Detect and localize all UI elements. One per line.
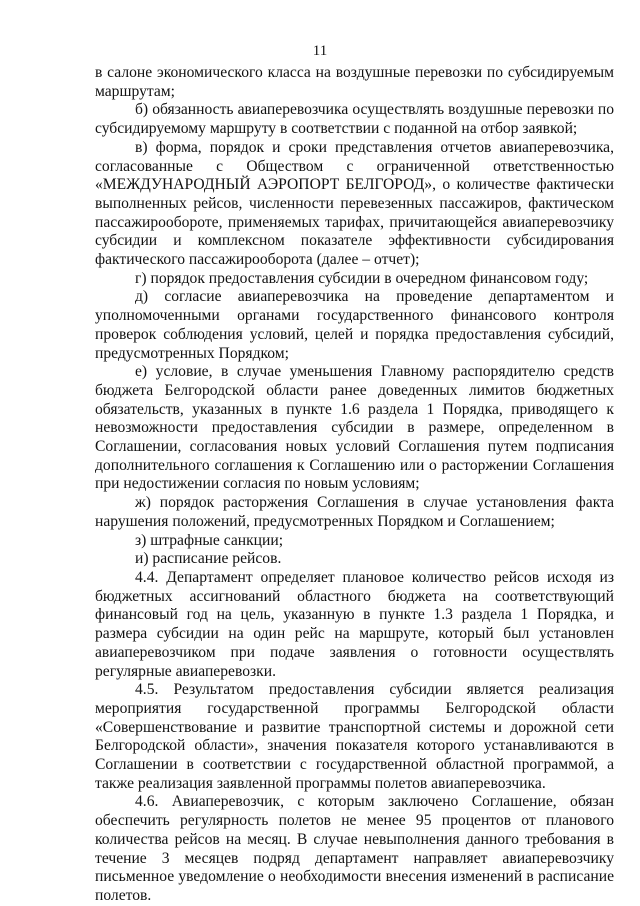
paragraph-clause-4-5: 4.5. Результатом предоставления субсидии является реализация мероприятия государственной программы Белгородской области «Совершенствование и развитие транспортной системы и дорожной сети Белгородской области», значения показателя которого устанавливаются в Соглашении в соответствии с государственной областной программой, а также реализация заявленной программы полетов авиаперевозчика. bbox=[95, 681, 614, 792]
paragraph-item-b: б) обязанность авиаперевозчика осуществлять воздушные перевозки по субсидируемому маршруту в соответствии с поданной на отбор заявкой; bbox=[95, 101, 614, 138]
paragraph-item-v: в) форма, порядок и сроки представления отчетов авиаперевозчика, согласованные с Обществом с ограниченной ответственностью «МЕЖДУНАРОДНЫЙ АЭРОПОРТ БЕЛГОРОД», о количестве фактически выполненных рейсов, численности перевезенных пассажиров, фактическом пассажирообороте, применяемых тарифах, причитающейся авиаперевозчику субсидии и комплексном показателе эффективности субсидирования фактического пассажирооборота (далее – отчет); bbox=[95, 138, 614, 269]
paragraph-item-d: д) согласие авиаперевозчика на проведение департаментом и уполномоченными органами государственного финансового контроля проверок соблюдения условий, целей и порядка предоставления субсидий, предусмотренных Порядком; bbox=[95, 288, 614, 362]
page-number: 11 bbox=[312, 43, 328, 59]
paragraph-clause-4-6: 4.6. Авиаперевозчик, с которым заключено Соглашение, обязан обеспечить регулярность полетов не менее 95 процентов от планового количества рейсов на месяц. В случае невыполнения данного требования в течение 3 месяцев подряд департамент направляет авиаперевозчику письменное уведомление о необходимости внесения изменений в расписание полетов. bbox=[95, 793, 614, 904]
paragraph-continuation: в салоне экономического класса на воздушные перевозки по субсидируемым маршрутам; bbox=[95, 64, 614, 100]
paragraph-item-g: г) порядок предоставления субсидии в очередном финансовом году; bbox=[135, 269, 589, 287]
paragraph-clause-4-4: 4.4. Департамент определяет плановое количество рейсов исходя из бюджетных ассигнований областного бюджета на соответствующий финансовый год на цель, указанную в пункте 1.3 раздела 1 Порядка, и размера субсидии на один рейс на маршруте, который был установлен авиаперевозчиком при подаче заявления о готовности осуществлять регулярные авиаперевозки. bbox=[95, 568, 614, 680]
paragraph-item-z: з) штрафные санкции; bbox=[135, 531, 284, 549]
paragraph-item-i: и) расписание рейсов. bbox=[135, 550, 282, 568]
document-body bbox=[95, 64, 614, 906]
paragraph-item-zh: ж) порядок расторжения Соглашения в случае установления факта нарушения положений, предусмотренных Порядком и Соглашением; bbox=[95, 494, 614, 530]
paragraph-item-e: е) условие, в случае уменьшения Главному распорядителю средств бюджета Белгородской области ранее доведенных лимитов бюджетных обязательств, указанных в пункте 1.6 раздела 1 Порядка, приводящего к невозможности предоставления субсидии в размере, определенном в Соглашении, согласования новых условий Соглашения путем подписания дополнительного соглашения к Соглашению или о расторжении Соглашения при недостижении согласия по новым условиям; bbox=[95, 363, 614, 493]
